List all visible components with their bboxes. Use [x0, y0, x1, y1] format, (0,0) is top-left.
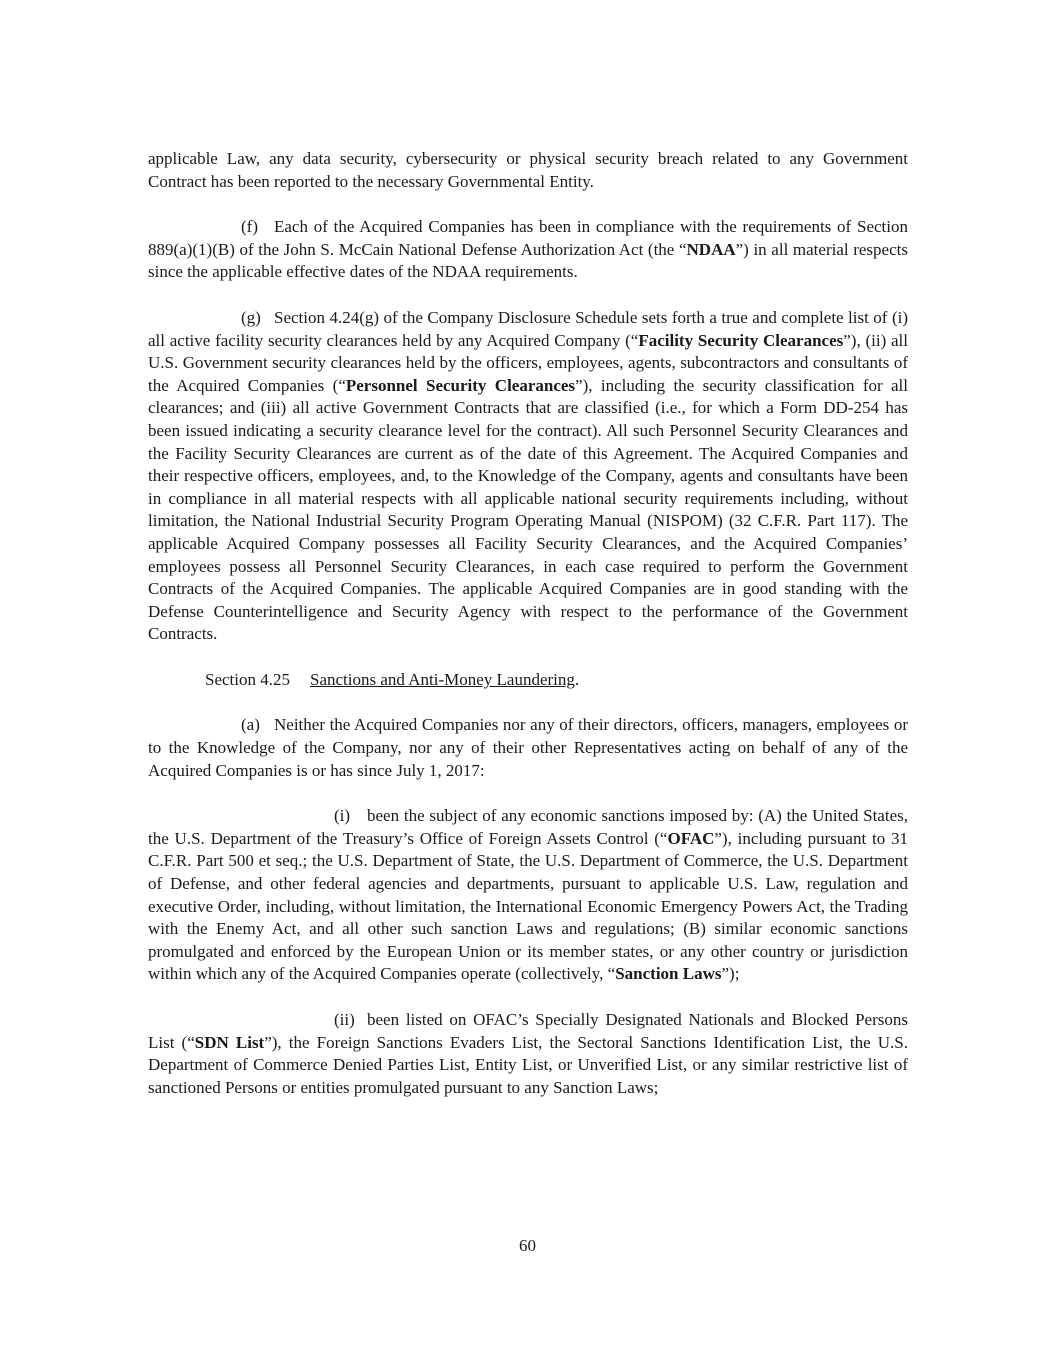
paragraph-continuation [148, 148, 908, 193]
clause-i-text-1: been the subject of any economic sanctions imposed by: (A) the United States, the U.S. Department of the Treasury’s Office of Foreign Assets Control (“ [148, 806, 908, 848]
section-title-period: . [574, 669, 580, 689]
paragraph-a-marker: (a) [241, 715, 260, 735]
clause-i [148, 805, 908, 986]
page-number: 60 [519, 1236, 536, 1255]
page-body [148, 148, 908, 1122]
defined-term-facility-security-clearances: Facility Security Clearances [638, 330, 844, 350]
paragraph-g-text-2: ”), (ii) all U.S. Government security clearances held by the officers, employees, agents, subcontractors and consultants of the Acquired Companies (“ [148, 330, 908, 395]
defined-term-ofac: OFAC [667, 828, 715, 848]
clause-ii-text-1: been listed on OFAC’s Specially Designated Nationals and Blocked Persons List (“ [148, 1010, 908, 1052]
clause-i-marker: (i) [334, 806, 351, 826]
paragraph-f-marker: (f) [241, 217, 258, 237]
defined-term-sdn-list: SDN List [194, 1032, 265, 1052]
section-number: Section 4.25 [205, 669, 290, 689]
defined-term-ndaa: NDAA [686, 239, 736, 259]
paragraph-g-text-1: Section 4.24(g) of the Company Disclosure Schedule sets forth a true and complete list of (i) all active facility security clearances held by any Acquired Company (“ [148, 307, 908, 350]
paragraph-g [148, 307, 908, 646]
defined-term-sanction-laws: Sanction Laws [615, 964, 722, 984]
clause-ii-marker: (ii) [334, 1010, 355, 1029]
clause-i-text-3: ”); [721, 964, 740, 984]
clause-ii [148, 1009, 908, 1099]
paragraph-a [148, 714, 908, 782]
paragraph-g-marker: (g) [241, 307, 261, 327]
continuation-text: applicable Law, any data security, cybersecurity or physical security breach related to any Government Contract has been reported to the necessary Governmental Entity. [148, 149, 908, 191]
clause-ii-text-2: ”), the Foreign Sanctions Evaders List, the Sectoral Sanctions Identification List, the U.S. Department of Commerce Denied Parties List, Entity List, or Unverified List, or any similar restrictive list of sanctioned Persons or entities promulgated pursuant to any Sanction Laws; [148, 1032, 908, 1097]
defined-term-personnel-security-clearances: Personnel Security Clearances [345, 375, 576, 395]
paragraph-f-text-2: ”) in all material respects since the applicable effective dates of the NDAA requirements. [148, 239, 908, 282]
paragraph-a-text: Neither the Acquired Companies nor any of their directors, officers, managers, employees or to the Knowledge of the Company, nor any of their other Representatives acting on behalf of any of the Acquired Companies is or has since July 1, 2017: [148, 715, 908, 780]
paragraph-g-text-3: ”), including the security classification for all clearances; and (iii) all active Government Contracts that are classified (i.e., for which a Form DD-254 has been issued indicating a security clearance level for the contract). All such Personnel Security Clearances and the Facility Security Clearances are current as of the date of this Agreement. The Acquired Companies and their respective officers, employees, and, to the Knowledge of the Company, agents and consultants have been in compliance in all material respects with all applicable national security requirements including, without limitation, the National Industrial Security Program Operating Manual (NISPOM) (32 C.F.R. Part 117). The applicable Acquired Company possesses all Facility Security Clearances, and the Acquired Companies’ employees possess all Personnel Security Clearances, in each case required to perform the Government Contracts of the Acquired Companies. The applicable Acquired Companies are in good standing with the Defense Counterintelligence and Security Agency with respect to the performance of the Government Contracts. [148, 375, 909, 644]
section-title: Sanctions and Anti-Money Laundering [310, 669, 575, 689]
clause-i-text-2: ”), including pursuant to 31 C.F.R. Part 500 et seq.; the U.S. Department of State, the U.S. Department of Commerce, the U.S. Department of Defense, and other federal agencies and departments, pursuant to applicable U.S. Law, regulation and executive Order, including, without limitation, the International Economic Emergency Powers Act, the Trading with the Enemy Act, and all other such sanction Laws and regulations; (B) similar economic sanctions promulgated and enforced by the European Union or its member states, or any other country or jurisdiction within which any of the Acquired Companies operate (collectively, “ [148, 828, 908, 984]
section-heading [205, 669, 908, 692]
paragraph-f [148, 216, 908, 284]
paragraph-f-text-1: Each of the Acquired Companies has been in compliance with the requirements of Section 889(a)(1)(B) of the John S. McCain National Defense Authorization Act (the “ [148, 217, 908, 259]
